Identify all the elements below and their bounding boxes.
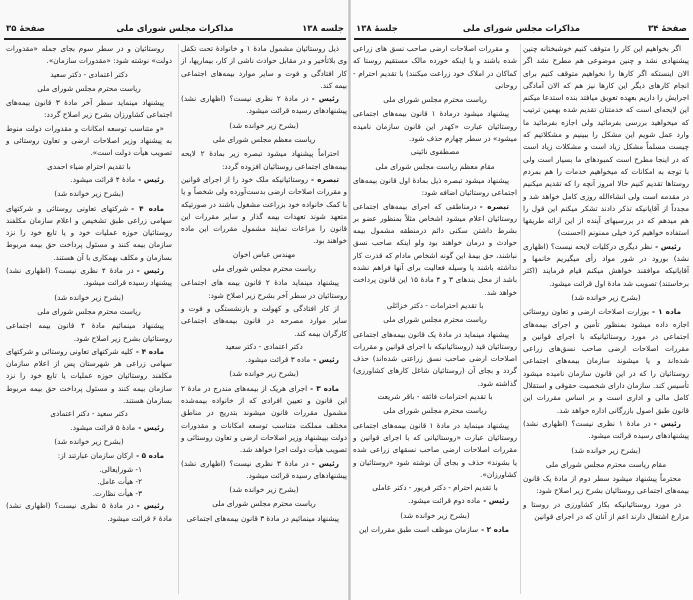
block-text: (بشرح زیر خوانده شد) — [229, 369, 299, 379]
bold-lead: رئیس - — [138, 174, 164, 184]
block-text: با تقدیم احترام ضیاء احمدی — [47, 161, 131, 171]
bold-lead: ماده ۴ - — [135, 346, 165, 356]
block-text: ارکان سازمان عبارتند از: — [57, 451, 134, 461]
block-text: دکتر اعتمادی - دکتر سعید — [225, 341, 303, 351]
bold-lead: ماده ۲ - — [481, 524, 509, 534]
bold-lead: ماده ۱ - — [652, 307, 681, 317]
centered-heading — [6, 188, 172, 200]
paragraph — [353, 329, 517, 390]
block-text: ۳- هیأت نظارت. — [92, 489, 142, 499]
paragraph — [181, 148, 347, 173]
block-text: پیشنهاد مینماید مادهٔ ۲ قانون بیمه های اجتماعی روستائیان در سطر آخر بشرح زیر اصلاح شود: — [181, 278, 347, 300]
paragraph — [6, 43, 172, 68]
block-text: ریاست محترم مجلس شورای ملی — [37, 306, 141, 316]
session-number: جلسهٔ ۱۳۸ — [356, 24, 398, 34]
block-text: و مقررات اصلاحات ارضی صاحب نسق های زراعی شده باشند و یا اینکه خورده مالک مستقیم روستا که کماکان در املاک خود زراعت میکنند) با تقدیم احترام - روحانی — [353, 44, 517, 90]
paragraph — [523, 241, 689, 290]
bold-lead: تبصره - — [479, 201, 509, 211]
centered-heading — [6, 306, 172, 318]
signature — [6, 408, 172, 420]
signature — [181, 249, 347, 261]
block-text: پیشنهاد مینماید در مادهٔ یک قانون بیمه‌های اجتماعی روستائیان قید (روستائیانیکه با اجرای قوانین و مقررات اصلاحات ارضی صاحب نسق زراعتی شده‌اند) حذف گردد و بجای آن (روستائیان شاغل کارهای کشاورزی) گذاشته شود. — [353, 329, 517, 388]
block-text: (بشرح زیر خوانده شد) — [54, 189, 124, 199]
book-gutter — [348, 0, 351, 600]
paragraph — [6, 174, 172, 186]
signature — [353, 391, 517, 403]
paragraph — [353, 420, 517, 481]
block-text: (بشرح زیر خوانده شد) — [54, 436, 124, 446]
signature — [353, 482, 517, 494]
centered-heading — [181, 120, 347, 132]
block-text: پیشنهاد مینماید سطر آخر مادهٔ ۳ قانون بیمه‌های اجتماعی کشاورزان بشرح زیر اصلاح گردد: — [6, 98, 172, 120]
block-text: (بشرح زیر خوانده شد) — [229, 120, 299, 130]
paragraph — [523, 473, 689, 498]
centered-heading — [523, 445, 689, 457]
paragraph — [181, 458, 347, 483]
block-text: پیشنهاد مینمائیم در مادهٔ ۳ قانون بیمه‌های اجتماعی — [186, 513, 339, 523]
block-text: دکتر سعید - دکتر اعتمادی — [50, 409, 128, 419]
block-text: در مادهٔ ۵ نظری نیست؟ (اظهاری نشد) مادهٔ ۶ قرائت میشود. — [6, 501, 172, 523]
paragraph — [181, 93, 347, 118]
paragraph — [6, 97, 172, 122]
block-text: در مورد روستائیانیکه بکار کشاورزی در روستا و مزارع اشتغال دارند اعم از آنان که در اجرای قوانین — [523, 499, 689, 521]
paragraph — [181, 43, 347, 92]
block-text: (بشرح زیر خوانده شد) — [54, 292, 124, 302]
centered-heading — [353, 94, 517, 106]
centered-heading — [353, 314, 517, 326]
header-rule — [354, 38, 689, 40]
paragraph — [353, 495, 517, 507]
session-number: جلسه ۱۳۸ — [302, 24, 344, 34]
text-column — [353, 43, 517, 537]
right-page — [350, 0, 693, 600]
block-text: روستائیان و در سطر سوم بجای جمله «مقدورات دولت» نوشته شود: «مقدورات سازمان». — [6, 44, 172, 66]
block-text: سازمان موظف است طبق مقررات این — [359, 524, 479, 534]
block-text: محترماً پیشنهاد میشود سطر دوم از مادهٔ یک قانون بیمه‌های اجتماعی روستائیان بشرح زیر اصلاح شود: — [523, 474, 689, 496]
centered-heading — [181, 134, 347, 146]
block-text: با تقدیم احترامات فائقه - باقر شریعت — [377, 392, 493, 402]
bold-lead: رئیس - — [311, 94, 339, 104]
text-column — [181, 43, 347, 526]
bold-lead: رئیس - — [483, 496, 509, 506]
paragraph — [6, 265, 172, 290]
centered-heading — [181, 498, 347, 510]
centered-heading — [353, 161, 517, 173]
block-text: ۱- شورایعالی. — [99, 464, 142, 474]
paragraph — [181, 383, 347, 457]
centered-heading — [6, 292, 172, 304]
block-text: (بشرح زیر خوانده شد) — [400, 510, 470, 520]
centered-heading — [6, 83, 172, 95]
bold-lead: ماده ۴ - — [131, 203, 164, 213]
block-text: اجرای هریک از بیمه‌های مندرج در مادهٔ ۲ این قانون و تعیین افرادی که از خانواده بیمه‌شده مشمول مقررات قانون میشوند بتدریج در مناطق مختلف مملکت متناسب توسعه امکانات و مقدورات دولت بپیشنهاد وزیر اصلاحات ارضی و تعاون روستائی و تصویب هیأت دولت اجرا خواهد شد. — [181, 383, 347, 455]
bold-lead: ماده ۵ - — [136, 451, 164, 461]
bold-lead: رئیس - — [136, 501, 164, 511]
running-title: مذاکرات مجلس شورای ملی — [116, 24, 234, 34]
centered-heading — [523, 292, 689, 304]
block-text: روستائیانیکه ملک خود را از اجرای قوانین و مقررات اصلاحات ارضی بدست‌آورده ولی شخصاً و یا با کمک خانواده خود بزراعت مشغول باشند در صورتیکه متعهد شوند تعهدات بیمه گذار و سایر مقررات این قانون را مراعات نمایند مشمول مقررات این ماده خواهند بود. — [181, 174, 347, 246]
list-item — [6, 488, 172, 500]
centered-heading — [6, 436, 172, 448]
block-text: در مادهٔ ۳ نظری نیست؟ (اظهاری نشد) پیشنهادهای رسیده قرائت میشود. — [181, 458, 347, 480]
centered-heading — [181, 263, 347, 275]
block-text: (بشرح زیر خوانده شد) — [571, 445, 641, 455]
centered-heading — [353, 510, 517, 522]
page-header — [6, 24, 344, 37]
paragraph — [181, 354, 347, 366]
block-text: در مادهٔ ۲ نظری نیست؟ (اظهاری نشد) پیشنهادهای رسیده قرائت میشود. — [181, 94, 347, 116]
signature — [6, 69, 172, 81]
block-text: احتراماً پیشنهاد میشود تبصره زیر بمادهٔ ۲ لایحه بیمه‌های اجتماعی روستائیان افزوده گردد: — [181, 149, 347, 171]
list-item — [6, 476, 172, 488]
block-text: بوزارت اصلاحات ارضی و تعاون روستائی اجازه داده میشود بمنظور تأمین و اجرای بیمه‌های اجتماعی در مورد روستائیانیکه با اجرای قوانین و مقررات اصلاحات ارضی صاحب نسق‌های زراعی شده‌اند و یا میشوند سازمان بیمه‌های اجتماعی روستائیان را که در این قانون سازمان نامیده میشود تأسیس کند. سازمان دارای شخصیت حقوقی و استقلال کامل مالی و اداری است و بر اساس مقررات این قانون طبق اصول بازرگانی اداره خواهد شد. — [523, 307, 689, 415]
paragraph — [6, 320, 172, 345]
bold-lead: رئیس - — [653, 418, 681, 428]
paragraph — [6, 422, 172, 434]
paragraph — [353, 108, 517, 145]
block-text: پیشنهاد مینماید در مادهٔ ۱ قانون بیمه‌های اجتماعی روستائیان عبارت «روستائیانی که با اجرای قوانین و مقررات اصلاحات ارضی صاحب نسقهای زراعی شده یا بشوند» حذف و بجای آن نوشته شود «روستائیان و کشاورزان». — [353, 420, 517, 479]
paragraph — [181, 174, 347, 248]
block-text: «و متناسب توسعه امکانات و مقدورات دولت منوط به پیشنهاد وزیر اصلاحات ارضی و تعاون روستائی و تصویب هیأت دولت است». — [6, 123, 172, 158]
paragraph — [181, 303, 347, 340]
signature — [181, 341, 347, 353]
list-item — [6, 464, 172, 476]
paragraph — [181, 513, 347, 525]
bold-lead: رئیس - — [313, 355, 339, 365]
block-text: با تقدیم احترامات - دکتر خزائلی — [386, 300, 484, 310]
block-text: پیشنهاد مینمائیم مادهٔ ۴ قانون بیمه اجتماعی روستائیان بشرح زیر اصلاح شود. — [6, 321, 172, 343]
bold-lead: رئیس - — [655, 241, 681, 251]
page-number: صفحهٔ ۳۵ — [6, 24, 45, 34]
block-text: ریاست محترم مجلس شورای ملی — [383, 95, 487, 105]
signature — [353, 146, 517, 158]
block-text: مصطفوی نائینی — [410, 147, 460, 157]
centered-heading — [353, 405, 517, 417]
block-text: مهندس عباس اخوان — [232, 249, 296, 259]
block-text: ریاست محترم مجلس شورای ملی — [212, 499, 316, 509]
block-text: پیشنهاد میشود تبصره ذیل بمادهٔ اول قانون بیمه‌های اجتماعی روستائیان اضافه شود: — [353, 175, 517, 198]
block-text: ریاست محترم مجلس شورای ملی — [37, 83, 141, 93]
block-text: پیشنهاد میشود درمادهٔ ۱ قانون بیمه‌های اجتماعی روستائیان عبارت «کهدر این قانون سازمان نامیده میشود» در سطر چهارم حذف شود. — [353, 109, 517, 144]
block-text: کلیه شرکتهای تعاونی روستائی و شرکتهای سهامی زراعی هر شهرستان پس از اعلام سازمان مکلفند روستائیان حوزه عملیات یا تابع خود را نزد سازمان بیمه کنند و مسئول پرداخت حق بیمه مربوط بسازمان هستند. — [6, 346, 172, 406]
signature — [6, 161, 172, 173]
block-text: ۲- هیأت عامل. — [97, 476, 142, 486]
bold-lead: تبصره - — [311, 174, 340, 184]
block-text: در مادهٔ ۴ نظری نیست؟ (اظهاری نشد) پیشنهاد رسیده قرائت میشود. — [6, 266, 172, 288]
centered-heading — [181, 484, 347, 496]
column-divider — [520, 44, 521, 594]
block-text: شرکتهای تعاونی روستائی و شرکتهای سهامی زراعی طبق تشخیص و اعلام سازمان مکلفند روستائیان حوزه عملیات خود و یا تابع خود را نزد سازمان بیمه کنند و مسئول پرداخت حق بیمه مربوط بسازمان و مکلف بهمکاری با آن هستند. — [6, 203, 172, 262]
header-rule — [4, 38, 346, 40]
paragraph — [6, 123, 172, 160]
bold-lead: ماده ۳ - — [310, 383, 339, 393]
block-text: (بشرح زیر خوانده شد) — [229, 485, 299, 495]
paragraph — [523, 499, 689, 524]
block-text: ریاست محترم مجلس شورای ملی — [212, 264, 316, 274]
block-text: مادهٔ ۴ قرائت میشود. — [70, 174, 136, 184]
block-text: دکتر اعتمادی - دکتر سعید — [50, 69, 128, 79]
paragraph — [523, 306, 689, 417]
block-text: ریاست محترم مجلس شورای ملی — [383, 315, 487, 325]
paragraph — [6, 346, 172, 407]
text-column — [6, 43, 172, 526]
block-text: درمناطقی که اجرای بیمه‌های اجتماعی روستائیان اعلام میشود اشخاص مثلاً بمنظور عضو بر بشرط داشتن سکنی دائم درمنطقه مشمول بیمه حوادث و درمان خواهند بود ولو اینکه صاحب نسق نباشند، حق بیمهٔ این گونه اشخاص مادام که قدرت کار نداشته باشند یا وسیله فعالیت برای آنها فراهم نشده باشد از محل بندهای ۳ و ۴ مادهٔ ۱۵ این قانون پرداخت خواهد شد. — [353, 201, 517, 297]
centered-heading — [181, 368, 347, 380]
block-text: در مادهٔ ۱ نظری نیست؟ (اظهاری نشد) پیشنهادهای رسیده قرائت میشود. — [523, 418, 689, 441]
running-title: مذاکرات مجلس شورای ملی — [462, 24, 581, 34]
block-text: ماده دوم قرائت میشود. — [408, 496, 481, 506]
block-text: مادهٔ ۵ قرائت میشود. — [70, 422, 136, 432]
paragraph — [6, 450, 172, 462]
signature — [353, 300, 517, 312]
block-text: مقام ریاست محترم مجلس شورای ملی — [545, 459, 667, 469]
block-text: با تقدیم احترام - دکتر فریور - دکتر عاملی — [372, 483, 498, 493]
paragraph — [523, 418, 689, 443]
paragraph — [6, 500, 172, 525]
centered-heading — [523, 459, 689, 471]
paragraph — [181, 277, 347, 302]
block-text: اگر بخواهیم این کار را متوقف کنیم خوشبختانه چنین پیشنهادی نشد و چنین موضوعی هم مطرح نشد اگر الان اینستکه اگر کارها را نخواهیم متوقف کنیم برای انجام کارهای دیگر این کارها نیز هم که الان آمادگی اجرایش را داریم بعهده تعویق میافتد بنده استدعا میکنم این لایحه‌ای است که خدمتتان تقدیم شده بهمین ترتیب که میخواهید بررسی بفرمائید ولی اجازه بفرمائید ما وارد عمل شویم این مشکل را ببینیم و مشکلاتیم که چیست مسلماً مشکل زیاد است و مشکلات زیاد است که در اینجا مطرح است کمبودهای ما بسیار است ولی با توجه به امکانات که میخواهیم خدمات را هم بمردم روستاها تقدیم کنیم حالا امروز آنچه را که تقدیم میکنیم در مقدمه است ولی انشاءالله روزی کامل خواهد شد و مجدداً از آقایانیکه تذکر دادند تشکر میکنم این قول را هم میدهم که در بررسیهای آینده از این ارائه طریقها استفاده خواهیم کرد خیلی ممنونم (احسنت) — [523, 44, 689, 238]
bold-lead: رئیس - — [138, 422, 164, 432]
page-header — [356, 24, 687, 37]
block-text: ریاست محترم مجلس شورای ملی — [383, 406, 487, 416]
block-text: ماده ۳ قرائت میشود. — [245, 355, 311, 365]
paragraph — [523, 43, 689, 240]
bold-lead: رئیس - — [136, 266, 164, 276]
block-text: نظر دیگری درکلیات لایحه نیست؟ (اظهاری نشد) بورود در شور مواد رأی میگیریم خانمها و آقایانیکه موافقند خواهش میکنم قیام فرمایند (اکثر برخاستند) تصویب شد مادهٔ اول قرائت میشود. — [523, 241, 689, 288]
paragraph — [353, 175, 517, 200]
column-divider — [178, 44, 179, 594]
block-text: از کار افتادگی و کهولت و بازنشستگی و فوت و سایر موارد مصرحه در قانون بیمه‌های اجتماعی کارگران بیمه کند. — [181, 303, 347, 338]
paragraph — [353, 524, 517, 536]
paragraph — [353, 201, 517, 299]
bold-lead: رئیس - — [311, 458, 339, 468]
paragraph — [6, 203, 172, 264]
text-column — [523, 43, 689, 524]
paragraph — [353, 43, 517, 92]
block-text: (بشرح زیر خوانده شد) — [571, 292, 641, 302]
page-number: صفحهٔ ۳۴ — [648, 24, 687, 34]
block-text: ریاست معظم مجلس شورای ملی — [212, 135, 316, 145]
block-text: مقام معظم ریاست مجلس شورای ملی — [375, 161, 495, 171]
block-text: ذیل روستائیان مشمول مادهٔ ۱ و خانوادهٔ تحت تکفل وی بلاتأخیر و در مقابل حوادث ناشی از کار، بیماریها، از کار افتادگی و فوت و سایر موارد بیمه‌های اجتماعی بیمه کند. — [181, 44, 347, 90]
